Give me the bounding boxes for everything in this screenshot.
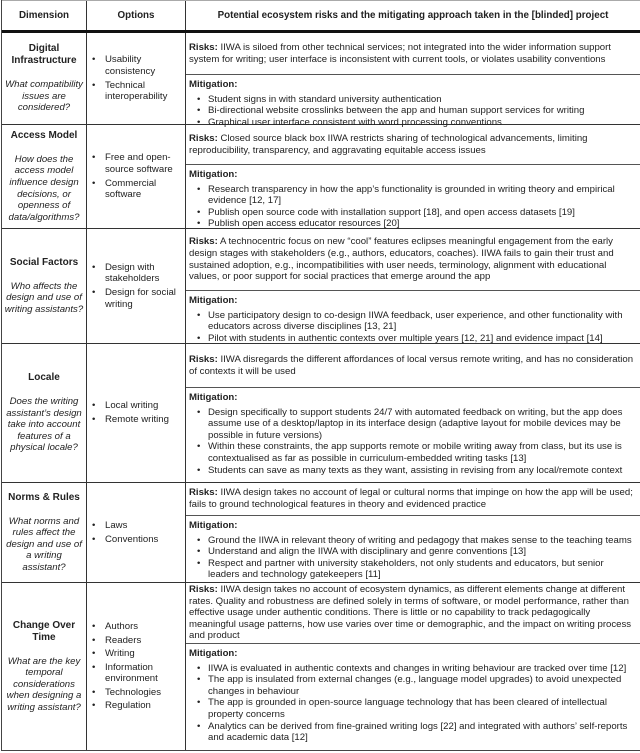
risks-description: Closed source black box IIWA restricts sharing of technological advancements, limiting reproducibility, transparency, and aggravating equitable access issues <box>189 132 588 156</box>
risks-text <box>189 584 637 642</box>
table-row <box>2 229 640 344</box>
mitigation-item: • The app is insulated from external changes (e.g., language model upgrades) to avoid unexpected changes in behaviour <box>189 674 637 697</box>
options-list <box>91 398 185 427</box>
option-item: • Commercial software <box>91 178 185 201</box>
dimension-question: What are the key temporal considerations when designing a writing assistant? <box>6 655 82 713</box>
risks-label: Risks: <box>189 132 218 144</box>
risks-block <box>186 229 640 291</box>
options-cell <box>87 33 186 124</box>
option-item: • Free and open-source software <box>91 152 185 175</box>
options-cell <box>87 483 186 582</box>
mitigation-list <box>189 94 637 129</box>
mitigation-item: • Use participatory design to co-design IIWA feedback, user experience, and other functionality with educators across diverse disciplines [13, 21] <box>189 310 637 333</box>
dimension-title: Digital Infrastructure <box>11 43 77 67</box>
dimension-cell <box>2 125 87 228</box>
mitigation-label: Mitigation: <box>189 392 238 403</box>
dimension-cell <box>2 344 87 482</box>
dimension-title: Locale <box>28 372 60 384</box>
mitigation-item: • Publish open access educator resources [20] <box>189 218 637 230</box>
options-cell <box>87 229 186 343</box>
option-item: • Authors <box>91 621 185 633</box>
mitigation-block <box>186 75 640 132</box>
risks-text <box>189 133 637 156</box>
risks-block <box>186 125 640 165</box>
risks-block <box>186 344 640 388</box>
dimension-cell <box>2 33 87 124</box>
risks-label: Risks: <box>189 584 218 596</box>
risks-cell <box>186 483 640 582</box>
risks-description: IIWA is siloed from other technical services; not integrated into the wider information support system for writing; user interface is inconsistent with current tools, or violates usability conventions <box>189 41 611 65</box>
mitigation-label: Mitigation: <box>189 295 238 306</box>
mitigation-block <box>186 165 640 234</box>
mitigation-block <box>186 516 640 585</box>
options-cell <box>87 583 186 750</box>
risks-text <box>189 236 637 282</box>
dimension-question: What norms and rules affect the design and use of a writing assistant? <box>6 515 82 573</box>
option-item: • Information environment <box>91 662 185 685</box>
table-body <box>2 33 640 750</box>
risks-description: IIWA design takes no account of legal or cultural norms that impinge on how the app will be used; fails to ground technological features in theory and evidenced practice <box>189 487 633 510</box>
mitigation-item: • Graphical user interface consistent with word processing conventions <box>189 117 637 129</box>
mitigation-list <box>189 407 637 477</box>
risks-label: Risks: <box>189 487 218 499</box>
risks-cell <box>186 583 640 750</box>
mitigation-list <box>189 310 637 345</box>
risks-text <box>189 354 637 377</box>
risks-cell <box>186 33 640 128</box>
mitigation-item: • Research transparency in how the app’s functionality is grounded in writing theory and empirical evidence [12, 17] <box>189 184 637 207</box>
table-header <box>2 0 640 33</box>
option-item: • Usability consistency <box>91 54 185 77</box>
dimension-title: Access Model <box>10 129 78 141</box>
mitigation-block <box>186 388 640 480</box>
mitigation-item: • Ground the IIWA in relevant theory of writing and pedagogy that makes sense to the teaching teams <box>189 535 637 547</box>
mitigation-item: • Pilot with students in authentic contexts over multiple years [12, 21] and evidence impact [14] <box>189 333 637 345</box>
risks-block <box>186 483 640 516</box>
option-item: • Conventions <box>91 534 185 546</box>
risks-text <box>189 487 637 510</box>
mitigation-item: • IIWA is evaluated in authentic contexts and changes in writing behaviour are tracked over time [12] <box>189 663 637 675</box>
mitigation-item: • Respect and partner with university stakeholders, not only students and educators, but senior leaders and technology gatekeepers [11] <box>189 558 637 581</box>
risks-label: Risks: <box>189 236 218 248</box>
option-item: • Regulation <box>91 700 185 712</box>
dimension-cell <box>2 483 87 582</box>
mitigation-label: Mitigation: <box>189 79 238 90</box>
dimension-cell <box>2 583 87 750</box>
mitigation-item: • Bi-directional website crosslinks between the app and human support services for writing <box>189 105 637 117</box>
risks-description: IIWA design takes no account of ecosystem dynamics, as different elements change at different rates. Quality and robustness are defined solely in terms of software, or model performance, rather than effective usage under authentic conditions. There is little or no capability to track pedagogically meaningful usage patterns, how use varies over time or demographic, and the impact on writing process and product <box>189 584 632 642</box>
option-item: • Local writing <box>91 400 185 412</box>
mitigation-item: • The app is grounded in open-source language technology that has been cleared of intellectual property concerns <box>189 697 637 720</box>
option-item: • Technical interoperability <box>91 80 185 103</box>
option-item: • Design for social writing <box>91 287 185 310</box>
risks-cell <box>186 229 640 343</box>
dimension-title: Social Factors <box>9 256 79 268</box>
options-cell <box>87 344 186 482</box>
mitigation-label: Mitigation: <box>189 520 238 531</box>
table-row <box>2 344 640 483</box>
ecosystem-risks-table <box>1 0 640 751</box>
dimension-question: Who affects the design and use of writing assistants? <box>4 280 84 315</box>
table-row <box>2 483 640 583</box>
dimension-question: How does the access model influence design decisions, or openness of data/algorithms? <box>8 153 80 223</box>
risks-description: A technocentric focus on new “cool” features eclipses meaningful engagement from the early design stages with stakeholders (e.g., authors, educators, coaches). IIWA fails to gain their trust and sustained adoption, e.g., incompatibilities with user needs, terminology, alignment with educational values, or poor support for social practices that emerge around the app <box>189 236 614 283</box>
options-list <box>91 150 185 202</box>
table-row <box>2 583 640 750</box>
header-options: Options <box>87 1 186 30</box>
risks-description: IIWA disregards the different affordances of local versus remote writing, and has no consideration of contexts it will be used <box>189 353 634 377</box>
dimension-title: Norms & Rules <box>8 491 80 503</box>
mitigation-item: • Students can save as many texts as they want, assisting in revising from any local/remote context <box>189 465 637 477</box>
mitigation-item: • Student signs in with standard university authentication <box>189 94 637 106</box>
mitigation-list <box>189 184 637 230</box>
option-item: • Technologies <box>91 687 185 699</box>
risks-label: Risks: <box>189 41 218 53</box>
header-dimension: Dimension <box>2 1 87 30</box>
mitigation-item: • Publish open source code with installation support [18], and open access datasets [19] <box>189 207 637 219</box>
dimension-title: Change Over Time <box>12 619 76 643</box>
risks-cell <box>186 125 640 228</box>
mitigation-list <box>189 663 637 744</box>
option-item: • Laws <box>91 520 185 532</box>
mitigation-label: Mitigation: <box>189 169 238 180</box>
options-list <box>91 52 185 104</box>
mitigation-item: • Analytics can be derived from fine-grained writing logs [22] and integrated with authors’ self-reports and academic data [12] <box>189 721 637 744</box>
options-list <box>91 619 185 714</box>
dimension-question: Does the writing assistant’s design take into account features of a physical locale? <box>6 396 82 454</box>
mitigation-item: • Design specifically to support students 24/7 with automated feedback on writing, but the app does assume use of a desktop/laptop in its interface design (adaptive layout for mobile devices may be possible in future versions) <box>189 407 637 442</box>
mitigation-label: Mitigation: <box>189 648 238 659</box>
dimension-cell <box>2 229 87 343</box>
mitigation-block <box>186 644 640 748</box>
risks-block <box>186 583 640 644</box>
options-list <box>91 260 185 312</box>
mitigation-item: • Understand and align the IIWA with disciplinary and genre conventions [13] <box>189 546 637 558</box>
option-item: • Design with stakeholders <box>91 262 185 285</box>
option-item: • Remote writing <box>91 414 185 426</box>
risks-cell <box>186 344 640 482</box>
options-cell <box>87 125 186 228</box>
mitigation-item: • Within these constraints, the app supports remote or mobile writing away from class, but its use is contextualised as far as possible in curriculum-embedded writing tasks [13] <box>189 441 637 464</box>
options-list <box>91 518 185 547</box>
risks-block <box>186 33 640 75</box>
header-risks: Potential ecosystem risks and the mitigating approach taken in the [blinded] project <box>217 9 609 21</box>
risks-text <box>189 42 637 65</box>
mitigation-block <box>186 291 640 348</box>
dimension-question: What compatibility issues are considered? <box>5 79 83 114</box>
table-row <box>2 33 640 128</box>
risks-label: Risks: <box>189 353 218 365</box>
mitigation-list <box>189 535 637 581</box>
option-item: • Readers <box>91 635 185 647</box>
option-item: • Writing <box>91 648 185 660</box>
table-row <box>2 125 640 229</box>
